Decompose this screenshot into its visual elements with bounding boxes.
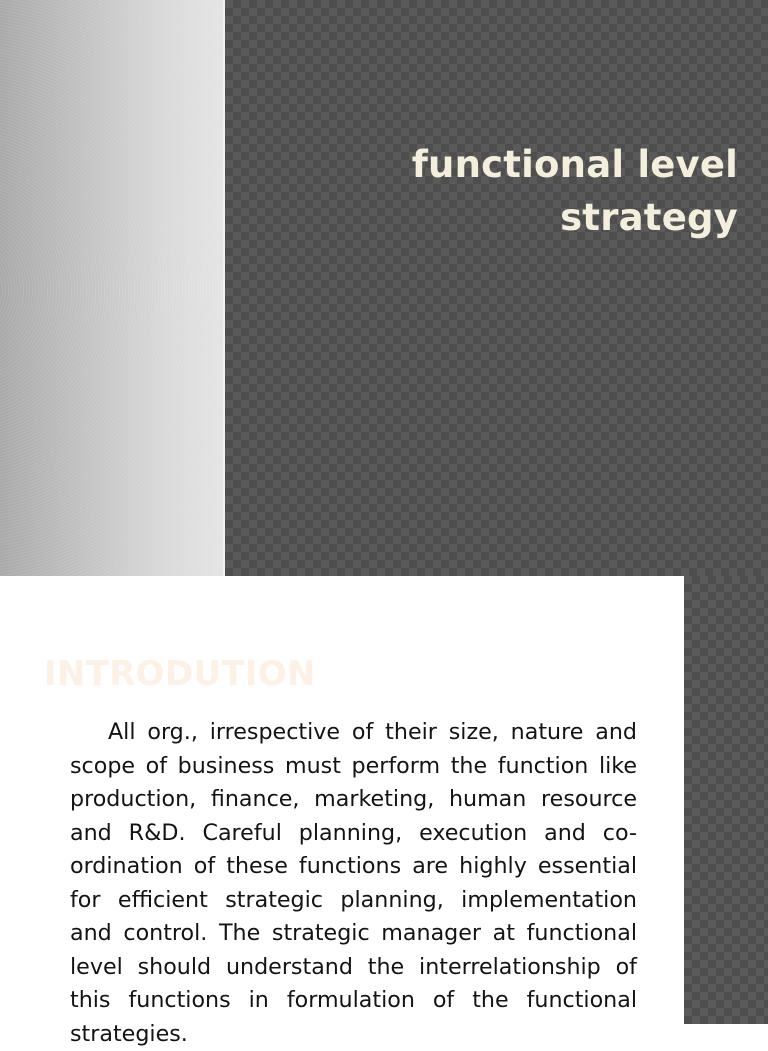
section-heading: INTRODUTION — [44, 654, 316, 694]
body-paragraph: All org., irrespective of their size, nature and scope of business must perform the function like production, finance, marketing, human resource and R&D. Careful planning, execution and co-ordination of these functions are highly essential for efficient strategic planning, implementation and control. The strategic manager at functional level should understand the interrelationship of this functions in formulation of the functional strategies. — [70, 719, 637, 1047]
diamond-pattern-strip — [684, 576, 768, 1024]
content-slide — [0, 576, 768, 1047]
diamond-pattern-panel — [225, 0, 768, 576]
slide-title-line-2: strategy — [560, 196, 738, 239]
slide-title-line-1: functional level — [411, 143, 738, 186]
slide-title — [278, 138, 738, 244]
gradient-panel — [0, 0, 223, 576]
